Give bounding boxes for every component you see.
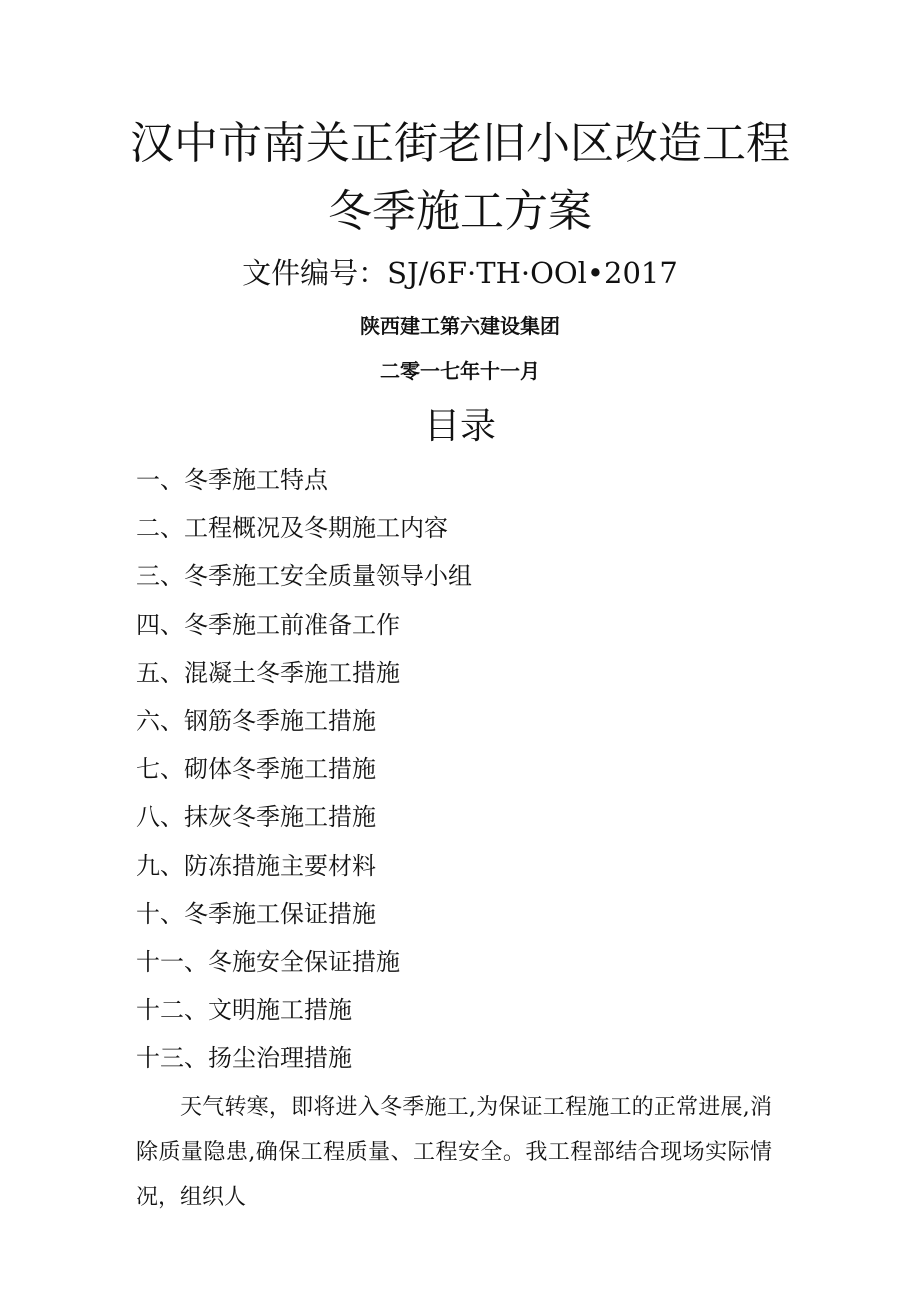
organization-name: 陕西建工第六建设集团 bbox=[360, 314, 560, 338]
toc-item: 一、冬季施工特点 bbox=[136, 466, 328, 494]
document-title-line-2: 冬季施工方案 bbox=[328, 186, 592, 237]
document-title-line-1: 汉中市南关正街老旧小区改造工程 bbox=[130, 118, 790, 169]
toc-item: 七、砌体冬季施工措施 bbox=[136, 755, 376, 784]
document-date: 二零一七年十一月 bbox=[380, 359, 540, 383]
toc-item: 五、混凝土冬季施工措施 bbox=[136, 658, 400, 687]
toc-item: 十、冬季施工保证措施 bbox=[136, 899, 376, 928]
toc-item: 四、冬季施工前准备工作 bbox=[136, 610, 400, 639]
toc-item: 九、防冻措施主要材料 bbox=[136, 851, 376, 880]
intro-paragraph: 天气转寒，即将进入冬季施工,为保证工程施工的正常进展,消除质量隐患,确保工程质量、工程安全。我工程部结合现场实际情况，组织人 bbox=[136, 1095, 772, 1210]
toc-item: 二、工程概况及冬期施工内容 bbox=[136, 514, 448, 543]
toc-heading: 目录 bbox=[423, 406, 496, 447]
table-of-contents bbox=[136, 460, 472, 1086]
toc-item: 十二、文明施工措施 bbox=[136, 996, 352, 1025]
toc-item: 八、抹灰冬季施工措施 bbox=[136, 803, 376, 832]
toc-item: 六、钢筋冬季施工措施 bbox=[136, 706, 376, 735]
toc-item: 十一、冬施安全保证措施 bbox=[136, 947, 400, 976]
toc-item: 三、冬季施工安全质量领导小组 bbox=[136, 562, 472, 591]
document-number: 文件编号：SJ/6F·TH·OOl•2017 bbox=[242, 256, 678, 290]
toc-item: 十三、扬尘治理措施 bbox=[136, 1044, 352, 1073]
